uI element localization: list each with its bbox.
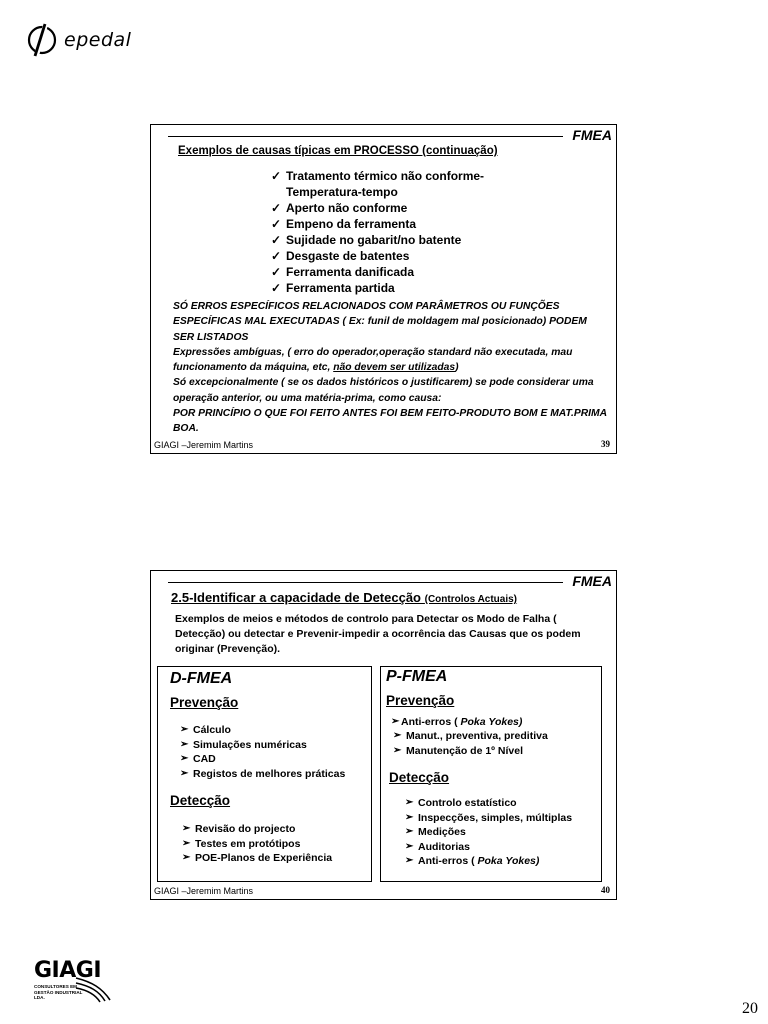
arrow-bullet-icon: ➢ — [180, 724, 189, 735]
slide-number: 39 — [601, 439, 610, 449]
causes-checklist — [271, 168, 484, 296]
list-item: ➢ Inspecções, simples, múltiplas — [405, 811, 573, 824]
list-item: ➢ Cálculo — [180, 724, 231, 736]
title-rule — [168, 582, 563, 583]
note-paragraph: SÓ ERROS ESPECÍFICOS RELACIONADOS COM PARÂMETROS OU FUNÇÕES ESPECÍFICAS MAL EXECUTADAS ( Ex: funil de moldagem mal posicionado) PODEM SER LISTADOS — [173, 301, 587, 343]
list-item: ➢ CAD — [180, 753, 216, 765]
pfmea-prevention-title: Prevenção — [386, 693, 455, 708]
check-icon: ✓ — [271, 265, 282, 279]
dfmea-detection-list — [182, 822, 332, 866]
check-icon: ✓ — [271, 169, 282, 183]
list-item: ➢ Manutenção de 1º Nível — [393, 744, 524, 757]
giagi-tagline: CONSULTORES EM GESTÃO INDUSTRIAL LDA. — [34, 984, 83, 1000]
epedal-logo-icon — [22, 20, 62, 60]
pfmea-detection-list — [405, 796, 572, 869]
dfmea-detection-title: Detecção — [170, 793, 231, 808]
giagi-logo-name: GIAGI — [34, 958, 102, 983]
title-rule — [168, 136, 563, 137]
arrow-bullet-icon: ➢ — [393, 730, 402, 741]
arrow-bullet-icon: ➢ — [180, 738, 189, 750]
arrow-bullet-icon: ➢ — [405, 840, 414, 852]
list-item: ➢ Testes em protótipos — [182, 837, 301, 850]
check-icon: ✓ — [271, 233, 282, 247]
pfmea-detection-title: Detecção — [389, 770, 450, 785]
page-number: 20 — [742, 1000, 758, 1017]
pfmea-panel — [380, 666, 602, 882]
list-item: ➢ Anti-erros ( Poka Yokes) — [391, 716, 523, 728]
dfmea-prevention-list — [180, 723, 345, 781]
list-item: ➢ Simulações numéricas — [180, 738, 307, 751]
list-item: ➢ Manut., preventiva, preditiva — [393, 730, 548, 742]
arrow-bullet-icon: ➢ — [405, 797, 414, 808]
dfmea-title: D-FMEA — [170, 670, 233, 687]
slide-footer: GIAGI –Jeremim Martins — [154, 440, 254, 450]
slide-title: FMEA — [572, 127, 612, 143]
dfmea-prevention-title: Prevenção — [170, 695, 239, 710]
arrow-bullet-icon: ➢ — [391, 716, 400, 727]
note-paragraph: POR PRINCÍPIO O QUE FOI FEITO ANTES FOI BEM FEITO-PRODUTO BOM E MAT.PRIMA BOA. — [173, 408, 607, 435]
list-item: ➢ Controlo estatístico — [405, 797, 517, 809]
list-item: ✓ Ferramenta danificada — [271, 265, 415, 279]
giagi-logo — [30, 958, 120, 1008]
check-icon: ✓ — [271, 281, 282, 295]
pfmea-prevention-list-2 — [393, 729, 548, 758]
check-icon: ✓ — [271, 249, 282, 263]
arrow-bullet-icon: ➢ — [393, 744, 402, 756]
list-item: Temperatura-tempo — [286, 185, 398, 199]
arrow-bullet-icon: ➢ — [405, 811, 414, 823]
slide-39 — [150, 124, 617, 454]
slide-heading: 2.5-Identificar a capacidade de Detecção (Controlos Actuais) — [171, 590, 518, 605]
slide-title: FMEA — [572, 573, 612, 589]
list-item: ✓ Tratamento térmico não conforme- — [271, 169, 485, 183]
check-icon: ✓ — [271, 201, 282, 215]
arrow-bullet-icon: ➢ — [182, 837, 191, 849]
slide-notes — [173, 299, 608, 437]
list-item: ➢ Auditorias — [405, 840, 470, 853]
list-item: ➢ Revisão do projecto — [182, 823, 296, 835]
list-item: ✓ Ferramenta partida — [271, 281, 395, 295]
pfmea-title: P-FMEA — [386, 668, 448, 685]
arrow-bullet-icon: ➢ — [405, 826, 414, 837]
note-paragraph: Só excepcionalmente ( se os dados históricos o justificarem) se pode considerar uma operação anterior, ou uma matéria-prima, como causa: — [173, 377, 594, 404]
arrow-bullet-icon: ➢ — [180, 767, 189, 779]
dfmea-panel — [157, 666, 372, 882]
slide-intro: Exemplos de meios e métodos de controlo para Detectar os Modo de Falha ( Detecção) ou detectar e Prevenir-impedir a ocorrência das Causas que os podem originar (Prevenção). — [175, 613, 581, 655]
slide-40 — [150, 570, 617, 900]
list-item: ➢ Medições — [405, 826, 466, 838]
list-item: ✓ Sujidade no gabarit/no batente — [271, 233, 462, 247]
list-item: ✓ Desgaste de batentes — [271, 249, 410, 263]
slide-footer: GIAGI –Jeremim Martins — [154, 886, 254, 896]
epedal-logo — [22, 20, 172, 60]
note-paragraph: Expressões ambíguas, ( erro do operador,operação standard não executada, mau funcionamento da máquina, etc, não devem ser utilizadas) — [173, 346, 573, 374]
arrow-bullet-icon: ➢ — [405, 855, 414, 866]
list-item: ➢ Registos de melhores práticas — [180, 767, 346, 780]
epedal-brand: epedal — [64, 29, 132, 51]
slide-number: 40 — [601, 885, 610, 895]
list-item: ✓ Empeno da ferramenta — [271, 217, 417, 231]
arrow-bullet-icon: ➢ — [182, 823, 191, 834]
check-icon: ✓ — [271, 217, 282, 231]
list-item: ➢ Anti-erros ( Poka Yokes) — [405, 855, 540, 867]
arrow-bullet-icon: ➢ — [182, 852, 191, 863]
slide-subtitle: Exemplos de causas típicas em PROCESSO (continuação) — [178, 145, 498, 157]
arrow-bullet-icon: ➢ — [180, 753, 189, 764]
list-item: ➢ POE-Planos de Experiência — [182, 852, 333, 864]
list-item: ✓ Aperto não conforme — [271, 201, 408, 215]
pfmea-prevention-list — [391, 715, 522, 730]
